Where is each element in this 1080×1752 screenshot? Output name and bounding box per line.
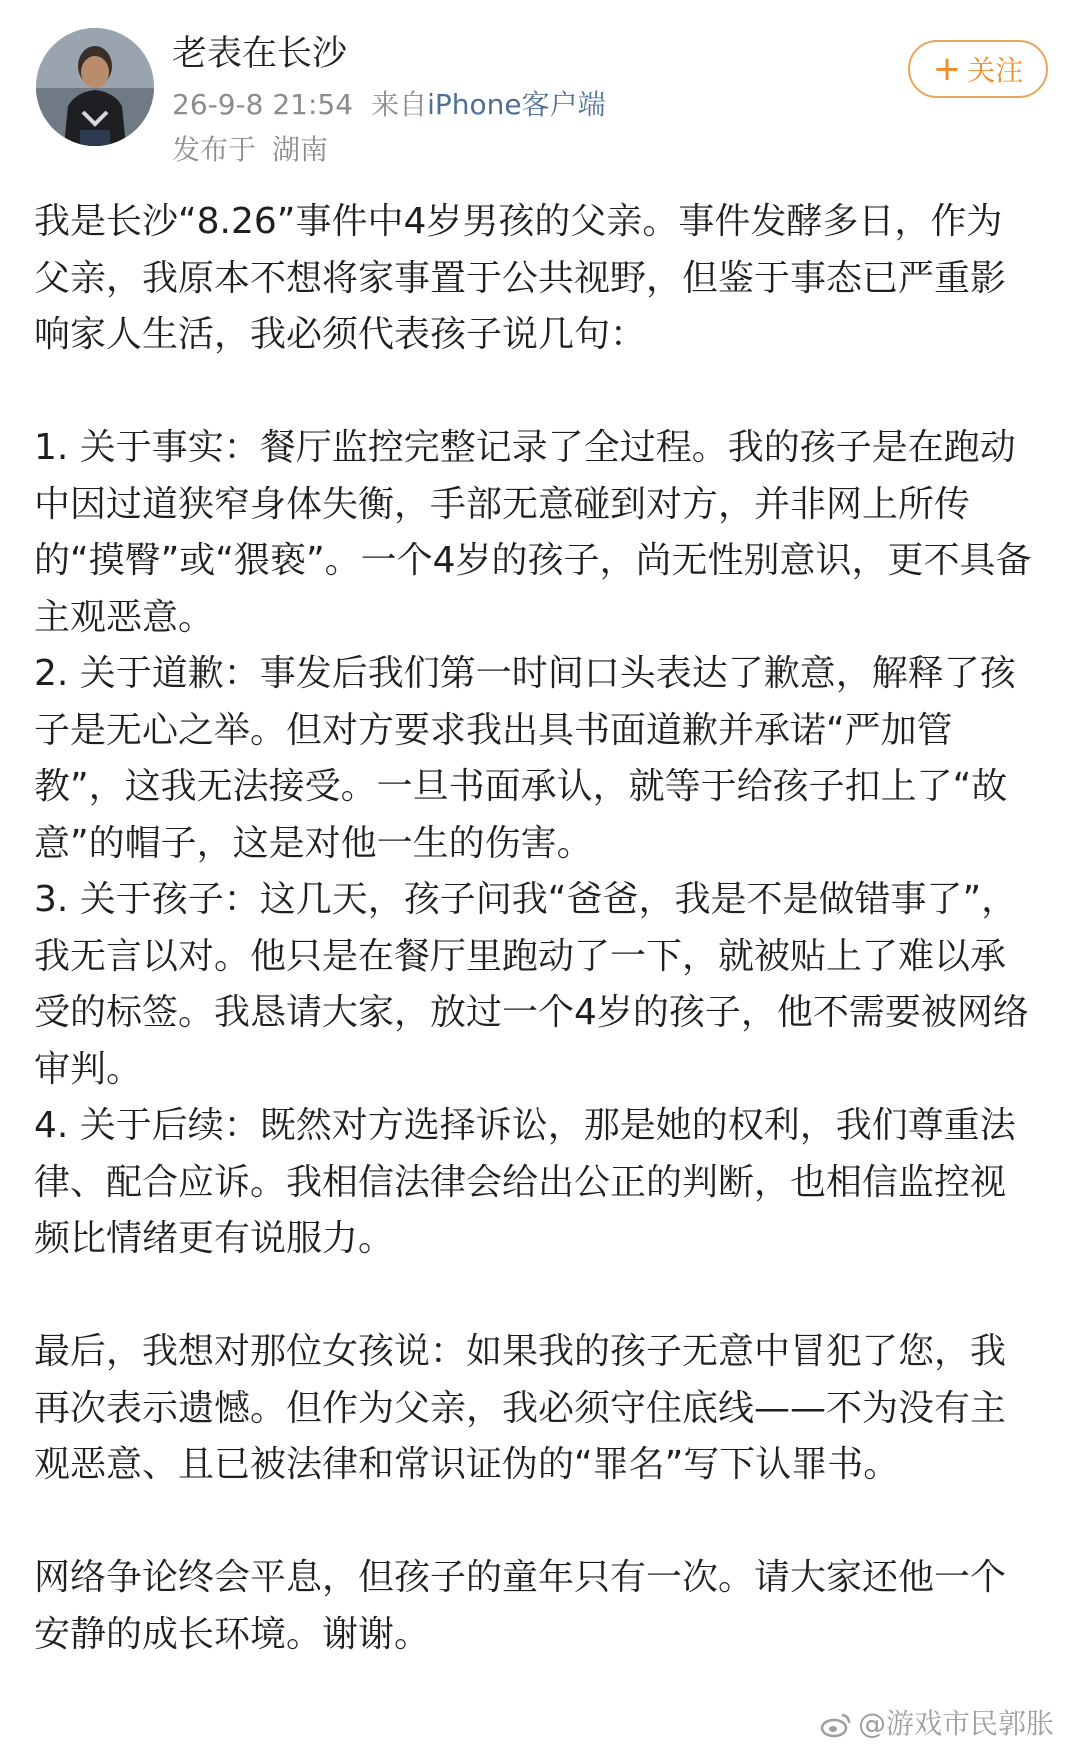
post-paragraph: 最后，我想对那位女孩说：如果我的孩子无意中冒犯了您，我再次表示遗憾。但作为父亲，我必须守住底线——不为没有主观恶意、且已被法律和常识证伪的“罪名”写下认罪书。 bbox=[34, 1331, 1007, 1485]
avatar[interactable] bbox=[36, 28, 154, 146]
username[interactable]: 老表在长沙 bbox=[172, 34, 348, 74]
paragraph-spacer bbox=[34, 364, 1034, 421]
post-body bbox=[34, 194, 1034, 1663]
paragraph-spacer bbox=[34, 1494, 1034, 1551]
post-location bbox=[172, 130, 328, 170]
source-client-link[interactable]: iPhone客户端 bbox=[427, 88, 606, 121]
location-prefix: 发布于 bbox=[172, 133, 257, 166]
source-prefix: 来自 bbox=[371, 88, 428, 121]
weibo-logo-icon bbox=[820, 1711, 852, 1737]
watermark-text: @游戏市民郭胀 bbox=[857, 1707, 1054, 1740]
post-paragraph: 我是长沙“8.26”事件中4岁男孩的父亲。事件发酵多日，作为父亲，我原本不想将家事置于公共视野，但鉴于事态已严重影响家人生活，我必须代表孩子说几句： bbox=[34, 201, 1007, 355]
plus-icon: + bbox=[932, 49, 962, 89]
follow-button-label: 关注 bbox=[967, 54, 1024, 87]
paragraph-spacer bbox=[34, 1268, 1034, 1325]
follow-button[interactable] bbox=[908, 40, 1048, 98]
post-paragraph: 1. 关于事实：餐厅监控完整记录了全过程。我的孩子是在跑动中因过道狭窄身体失衡，手部无意碰到对方，并非网上所传的“摸臀”或“猥亵”。一个4岁的孩子，尚无性别意识，更不具备主观恶意。 bbox=[34, 427, 1032, 638]
avatar-image bbox=[36, 28, 154, 146]
post-header bbox=[0, 0, 1080, 175]
location-name: 湖南 bbox=[272, 133, 329, 166]
watermark bbox=[820, 1706, 1054, 1742]
post-paragraph: 3. 关于孩子：这几天，孩子问我“爸爸，我是不是做错事了”，我无言以对。他只是在餐厅里跑动了一下，就被贴上了难以承受的标签。我恳请大家，放过一个4岁的孩子，他不需要被网络审判。 bbox=[34, 879, 1029, 1090]
post-paragraph: 网络争论终会平息，但孩子的童年只有一次。请大家还他一个安静的成长环境。谢谢。 bbox=[34, 1557, 1007, 1655]
post-meta bbox=[172, 85, 606, 125]
post-timestamp: 26-9-8 21:54 bbox=[172, 88, 354, 121]
post-paragraph: 4. 关于后续：既然对方选择诉讼，那是她的权利，我们尊重法律、配合应诉。我相信法律会给出公正的判断，也相信监控视频比情绪更有说服力。 bbox=[34, 1105, 1016, 1259]
post-paragraph: 2. 关于道歉：事发后我们第一时间口头表达了歉意，解释了孩子是无心之举。但对方要求我出具书面道歉并承诺“严加管教”，这我无法接受。一旦书面承认，就等于给孩子扣上了“故意”的帽子，这是对他一生的伤害。 bbox=[34, 653, 1016, 864]
